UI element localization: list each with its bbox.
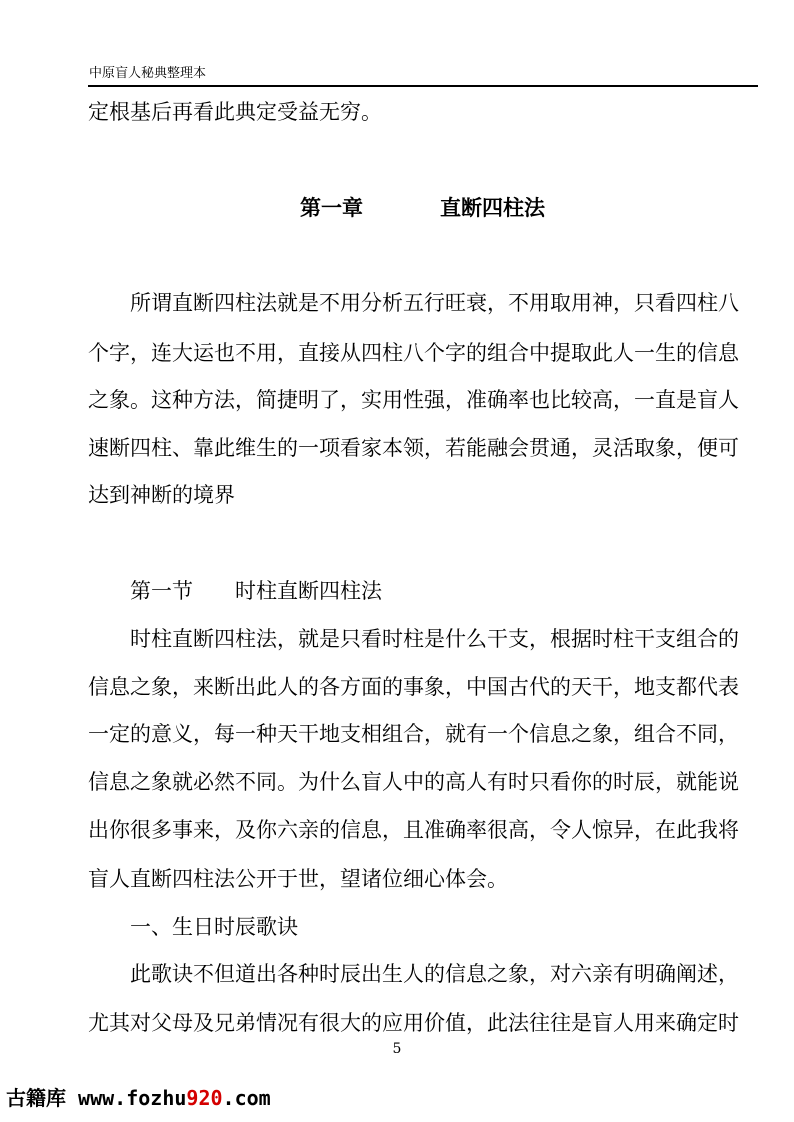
paragraph-line: 之象。这种方法，简捷明了，实用性强，准确率也比较高，一直是盲人 — [88, 388, 739, 412]
chapter-number: 第一章 — [300, 195, 363, 220]
paragraph-line: 个字，连大运也不用，直接从四柱八个字的组合中提取此人一生的信息 — [88, 341, 739, 365]
header-divider — [88, 85, 758, 87]
paragraph-line: 尤其对父母及兄弟情况有很大的应用价值，此法往往是盲人用来确定时 — [88, 1011, 739, 1035]
intro-line: 定根基后再看此典定受益无穷。 — [88, 100, 382, 124]
paragraph-line: 此歌诀不但道出各种时辰出生人的信息之象，对六亲有明确阐述， — [88, 962, 739, 986]
paragraph-line: 信息之象，来断出此人的各方面的事象，中国古代的天干，地支都代表 — [88, 675, 739, 699]
paragraph-line: 达到神断的境界 — [88, 483, 235, 507]
paragraph-line: 出你很多事来，及你六亲的信息，且准确率很高，令人惊异，在此我将 — [88, 818, 739, 842]
watermark-accent: 920 — [186, 1086, 223, 1110]
watermark — [6, 1085, 271, 1111]
header-title: 中原盲人秘典整理本 — [89, 66, 207, 81]
watermark-prefix: 古籍库 — [6, 1086, 66, 1110]
paragraph-line: 所谓直断四柱法就是不用分析五行旺衰，不用取用神，只看四柱八 — [88, 291, 739, 315]
paragraph-line: 速断四柱、靠此维生的一项看家本领，若能融会贯通，灵活取象，便可 — [88, 436, 739, 460]
paragraph-line: 信息之象就必然不同。为什么盲人中的高人有时只看你的时辰，就能说 — [88, 770, 739, 794]
paragraph-line: 时柱直断四柱法，就是只看时柱是什么干支，根据时柱干支组合的 — [88, 627, 739, 651]
paragraph-line: 盲人直断四柱法公开于世，望诸位细心体会。 — [88, 867, 508, 891]
section-heading: 第一节 时柱直断四柱法 — [88, 579, 382, 603]
watermark-domain: www.fozhu — [66, 1086, 187, 1110]
page-number: 5 — [392, 1041, 402, 1057]
watermark-suffix: .com — [222, 1086, 271, 1110]
subsection-heading: 一、生日时辰歌诀 — [88, 915, 298, 939]
chapter-title: 直断四柱法 — [440, 195, 545, 220]
paragraph-line: 一定的意义，每一种天干地支相组合，就有一个信息之象，组合不同， — [88, 722, 739, 746]
